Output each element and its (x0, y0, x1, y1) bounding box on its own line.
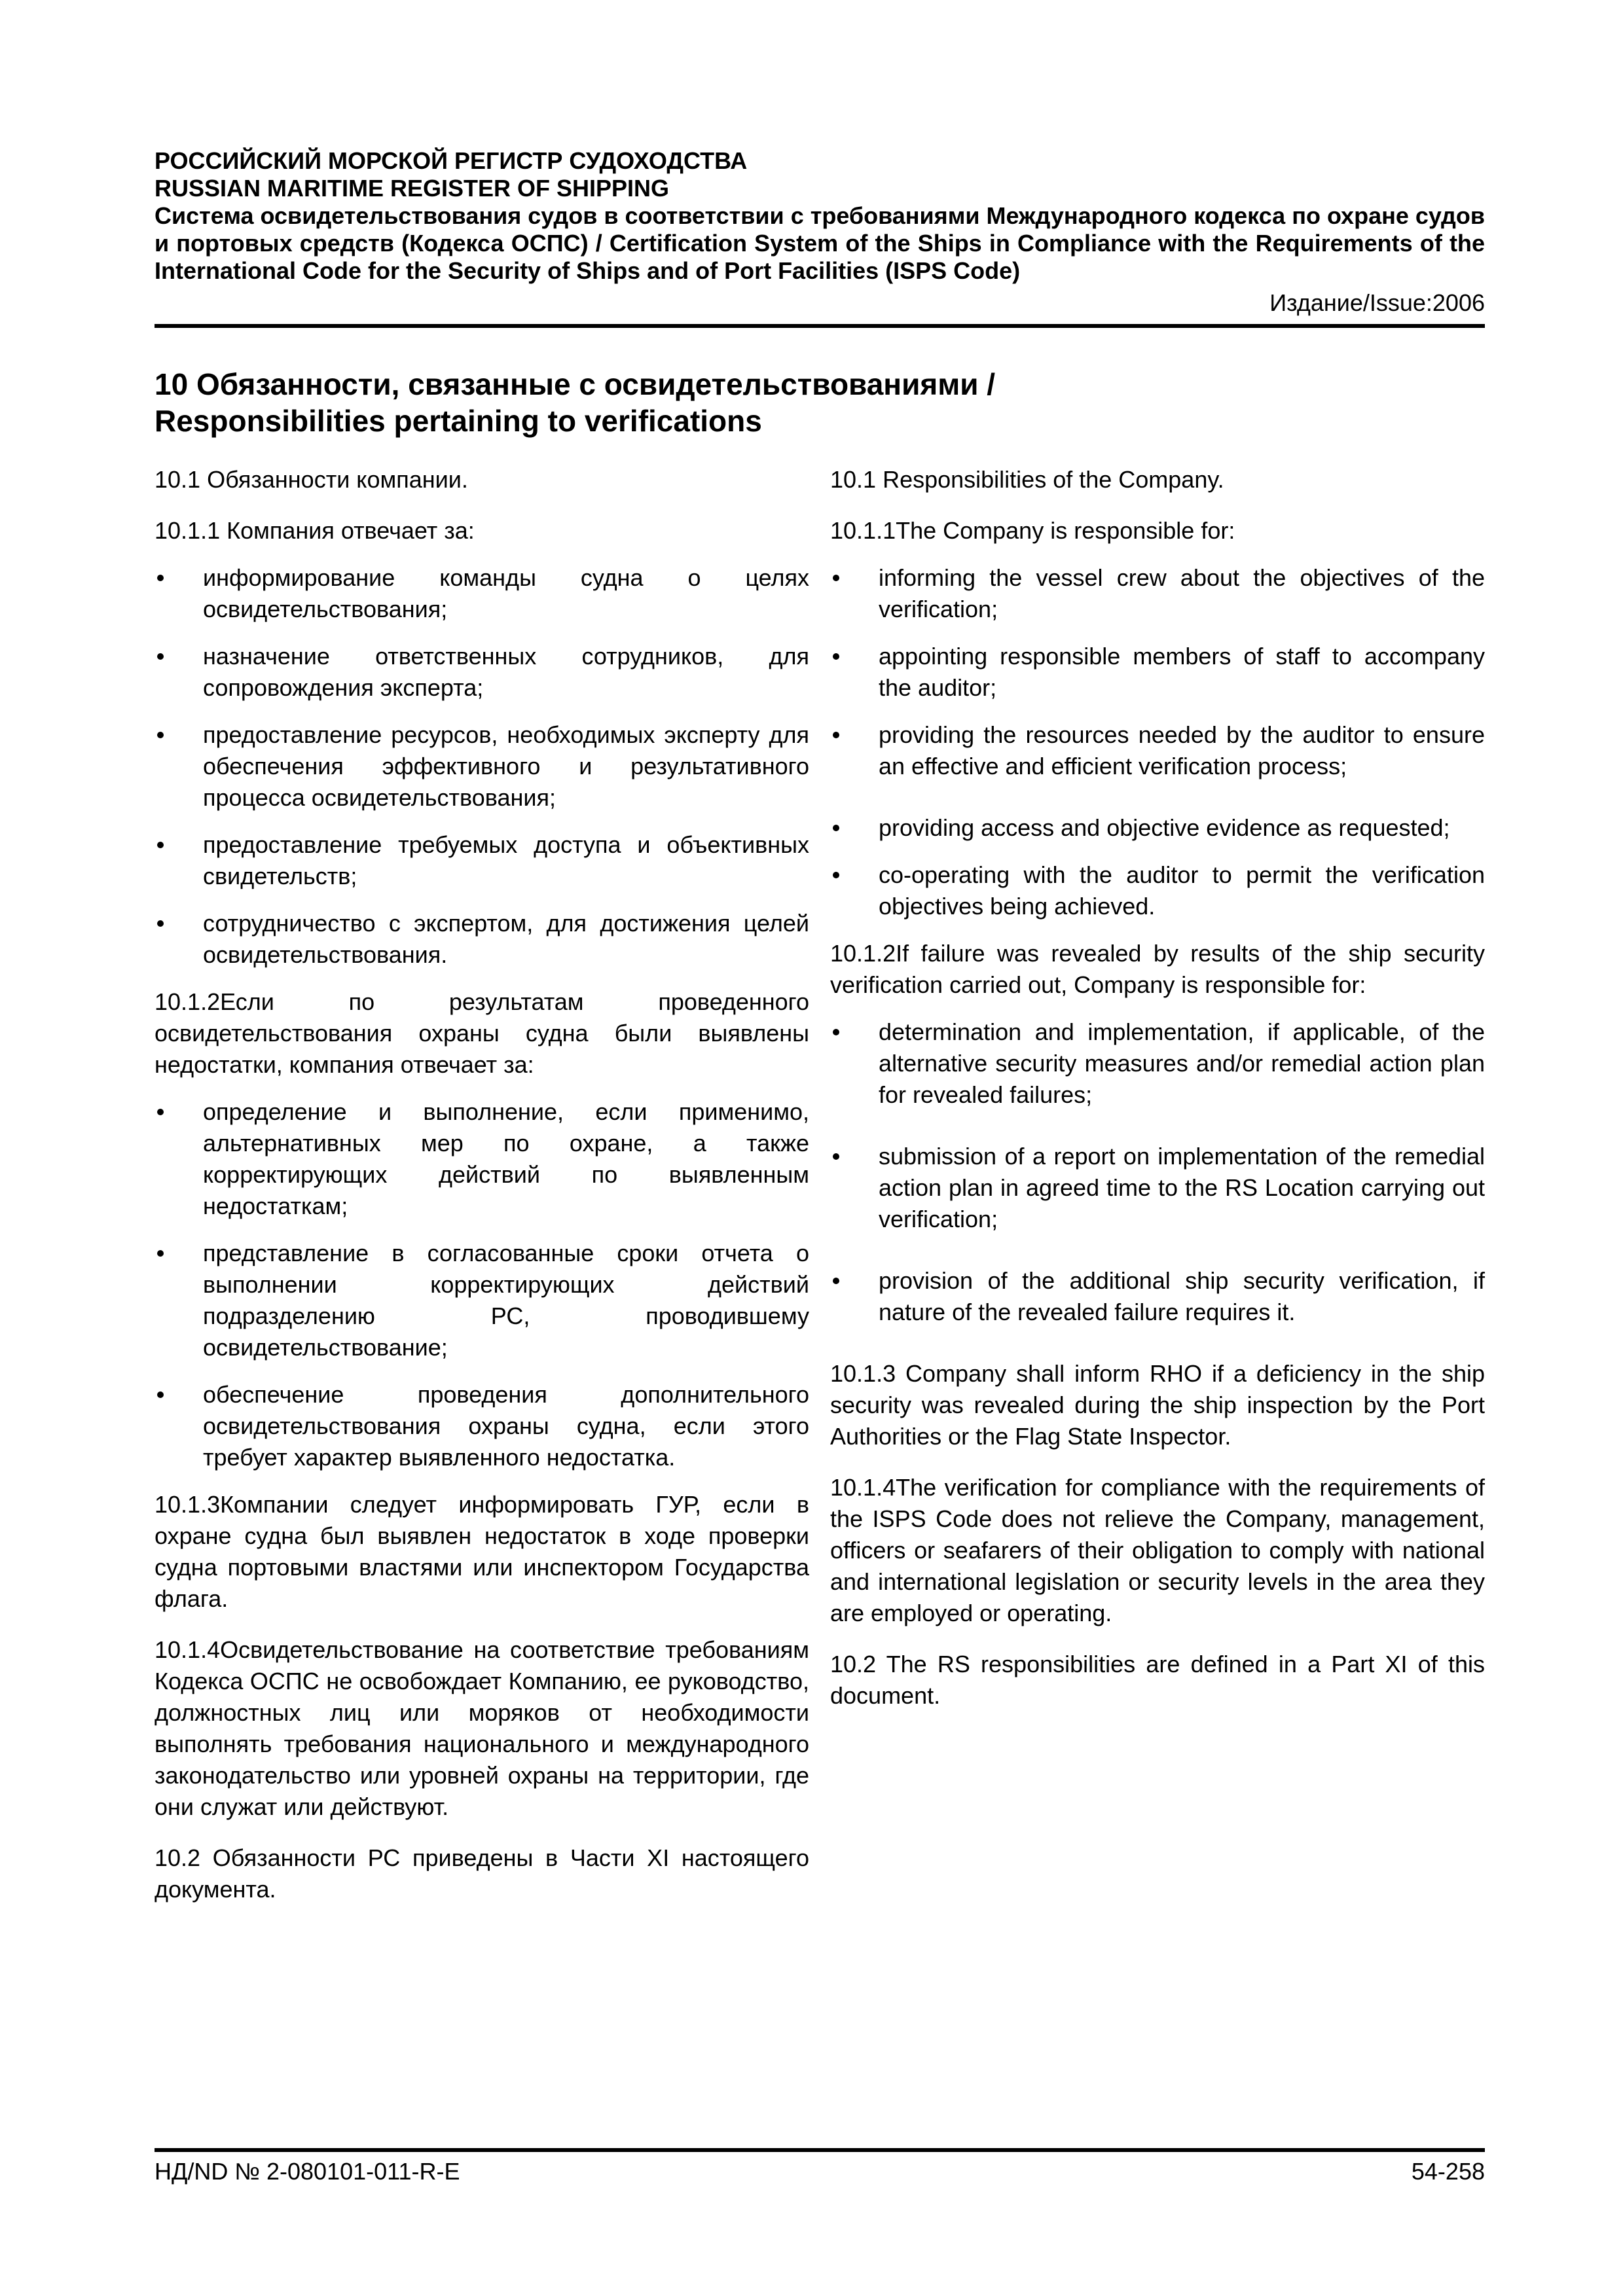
column-ru (155, 464, 809, 1921)
failure-list-en (830, 1016, 1485, 1328)
para-10-1-2-en: 10.1.2If failure was revealed by results of the ship security verification carried out, Company is responsible for: (830, 940, 1485, 998)
list-item: determination and implementation, if applicable, of the alternative security measures and/or remedial action plan for revealed failures; (879, 1018, 1485, 1108)
list-item: informing the vessel crew about the objectives of the verification; (879, 564, 1485, 622)
para-10-2-ru: 10.2 Обязанности РС приведены в Части XI настоящего документа. (155, 1844, 809, 1903)
para-10-1-4-en: 10.1.4The verification for compliance with the requirements of the ISPS Code does not relieve the Company, management, officers or seafarers of their obligation to comply with national and international legislation or security levels in the area they are employed or operating. (830, 1474, 1485, 1626)
responsibility-list-ru (155, 562, 809, 971)
header-divider (155, 324, 1485, 328)
list-item: назначение ответственных сотрудников, для сопровождения эксперта; (203, 643, 809, 701)
page (155, 147, 1485, 1921)
para-10-1-2-ru: 10.1.2Если по результатам проведенного освидетельствования охраны судна были выявлены недостатки, компания отвечает за: (155, 988, 809, 1078)
section-title (155, 366, 1485, 439)
list-item: сотрудничество с экспертом, для достижения целей освидетельствования. (203, 910, 809, 968)
list-item: co-operating with the auditor to permit the verification objectives being achieved. (879, 861, 1485, 920)
list-item: submission of a report on implementation of the remedial action plan in agreed time to the RS Location carrying out verification; (879, 1143, 1485, 1232)
failure-list-ru (155, 1096, 809, 1473)
para-10-1-3-en: 10.1.3 Company shall inform RHO if a deficiency in the ship security was revealed during the ship inspection by the Port Authorities or the Flag State Inspector. (830, 1360, 1485, 1450)
system-title: Система освидетельствования судов в соответствии с требованиями Международного кодекса по охране судов и портовых средств (Кодекса ОСПС) / Certification System of the Ships in Compliance with the Requirements of the International Code for the Security of Ships and of Port Facilities (ISPS Code) (155, 202, 1485, 284)
document-number: НД/ND № 2-080101-011-R-E (155, 2158, 460, 2185)
page-number: 54-258 (1411, 2158, 1485, 2185)
para-10-1-1-en: 10.1.1The Company is responsible for: (830, 517, 1235, 544)
para-10-1-ru: 10.1 Обязанности компании. (155, 466, 468, 493)
list-item: представление в согласованные сроки отчета о выполнении корректирующих действий подразделению РС, проводившему освидетельствование; (203, 1240, 809, 1361)
list-item: providing access and objective evidence as requested; (879, 814, 1450, 841)
para-10-1-4-ru: 10.1.4Освидетельствование на соответствие требованиям Кодекса ОСПС не освобождает Компанию, ее руководство, должностных лиц или моряков от необходимости выполнять требования национального и международного законодательство или уровней охраны на территории, где они служат или действуют. (155, 1636, 809, 1820)
list-item: предоставление требуемых доступа и объективных свидетельств; (203, 831, 809, 889)
org-name-ru: РОССИЙСКИЙ МОРСКОЙ РЕГИСТР СУДОХОДСТВА (155, 147, 748, 174)
list-item: provision of the additional ship security verification, if nature of the revealed failure requires it. (879, 1267, 1485, 1325)
list-item: предоставление ресурсов, необходимых эксперту для обеспечения эффективного и результативного процесса освидетельствования; (203, 721, 809, 811)
para-10-1-3-ru: 10.1.3Компании следует информировать ГУР, если в охране судна был выявлен недостаток в ходе проверки судна портовыми властями или инспектором Государства флага. (155, 1491, 809, 1612)
column-en (830, 464, 1485, 1921)
para-10-1-en: 10.1 Responsibilities of the Company. (830, 466, 1224, 493)
document-header (155, 147, 1485, 285)
list-item: providing the resources needed by the auditor to ensure an effective and efficient verification process; (879, 721, 1485, 780)
list-item: appointing responsible members of staff to accompany the auditor; (879, 643, 1485, 701)
document-footer (155, 2148, 1485, 2186)
bilingual-columns (155, 464, 1485, 1921)
section-title-en: Responsibilities pertaining to verifications (155, 404, 762, 438)
issue-label: Издание/Issue:2006 (1269, 289, 1485, 316)
responsibility-list-en (830, 562, 1485, 922)
section-title-ru: 10 Обязанности, связанные с освидетельствованиями / (155, 367, 996, 401)
list-item: определение и выполнение, если применимо, альтернативных мер по охране, а также корректирующих действий по выявленным недостаткам; (203, 1098, 809, 1219)
org-name-en: RUSSIAN MARITIME REGISTER OF SHIPPING (155, 175, 670, 202)
list-item: обеспечение проведения дополнительного освидетельствования охраны судна, если этого требует характер выявленного недостатка. (203, 1381, 809, 1471)
para-10-2-en: 10.2 The RS responsibilities are defined in a Part XI of this document. (830, 1651, 1485, 1709)
list-item: информирование команды судна о целях освидетельствования; (203, 564, 809, 622)
para-10-1-1-ru: 10.1.1 Компания отвечает за: (155, 517, 475, 544)
